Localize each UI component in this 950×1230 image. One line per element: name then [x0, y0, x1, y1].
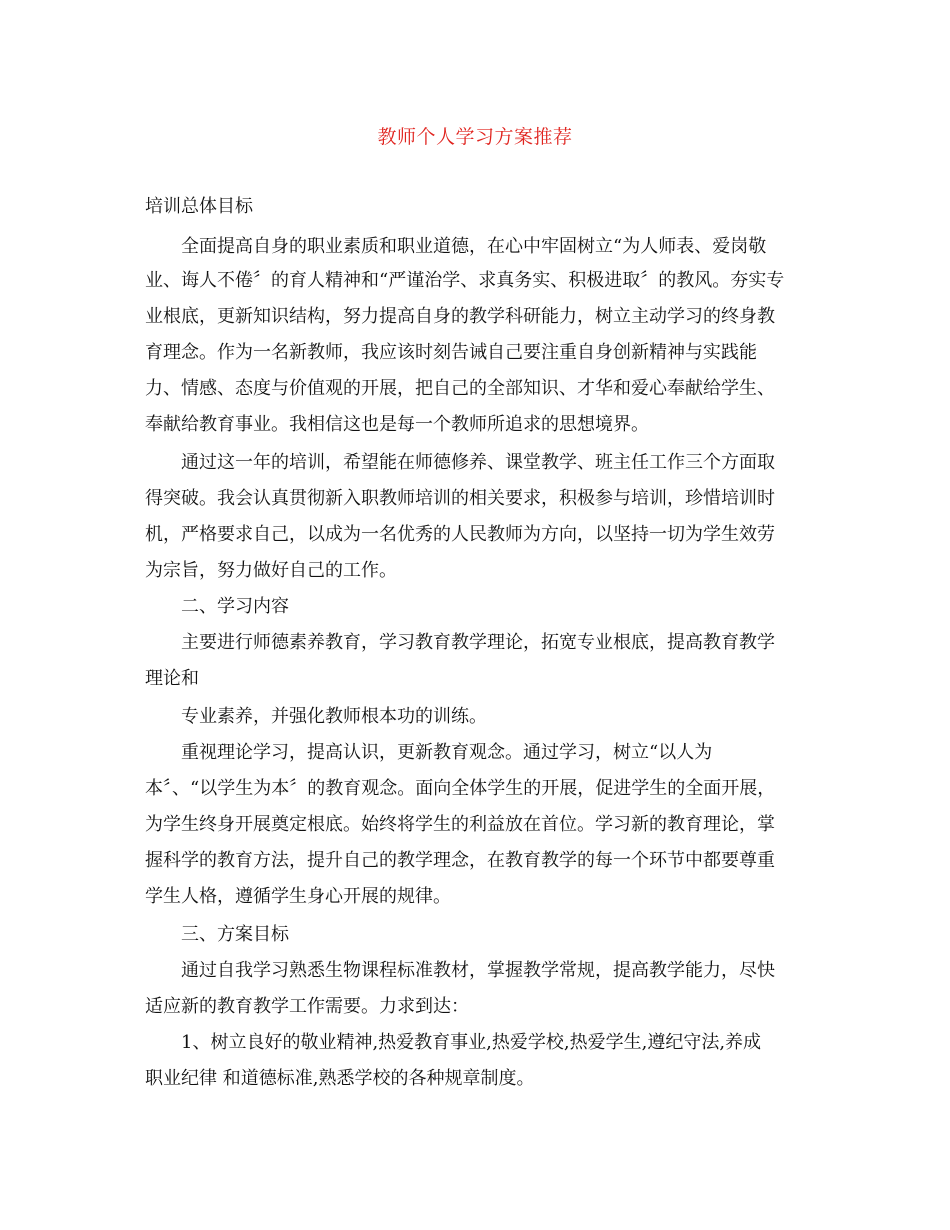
section-heading: 培训总体目标 — [145, 196, 253, 217]
paragraph-line: 得突破。我会认真贯彻新入职教师培训的相关要求，积极参与培训，珍惜培训时 — [145, 488, 775, 509]
paragraph-line: 全面提高自身的职业素质和职业道德，在心中牢固树立“为人师表、爱岗敬 — [181, 236, 767, 257]
paragraph-line: 业、诲人不倦〞的育人精神和“严谨治学、求真务实、积极进取〞的教风。夯实专 — [145, 270, 785, 291]
paragraph-line: 为学生终身开展奠定根底。始终将学生的利益放在首位。学习新的教育理论，掌 — [145, 814, 775, 835]
section-heading-plan-goals: 三、方案目标 — [181, 924, 289, 945]
paragraph-line: 力、情感、态度与价值观的开展，把自己的全部知识、才华和爱心奉献给学生、 — [145, 378, 775, 399]
paragraph-line: 奉献给教育事业。我相信这也是每一个教师所追求的思想境界。 — [145, 414, 649, 435]
paragraph-line: 育理念。作为一名新教师，我应该时刻告诫自己要注重自身创新精神与实践能 — [145, 342, 757, 363]
paragraph-line: 主要进行师德素养教育，学习教育教学理论，拓宽专业根底，提高教育教学 — [181, 632, 775, 653]
paragraph-line: 通过这一年的培训，希望能在师德修养、课堂教学、班主任工作三个方面取 — [181, 452, 775, 473]
paragraph-line: 重视理论学习，提高认识，更新教育观念。通过学习，树立“以人为 — [181, 742, 713, 763]
list-item-line: 职业纪律 和道德标准,熟悉学校的各种规章制度。 — [145, 1068, 535, 1089]
document-title: 教师个人学习方案推荐 — [377, 126, 573, 148]
paragraph-line: 业根底，更新知识结构，努力提高自身的教学科研能力，树立主动学习的终身教 — [145, 306, 775, 327]
paragraph-line: 握科学的教育方法，提升自己的教学理念，在教育教学的每一个环节中都要尊重 — [145, 850, 775, 871]
paragraph-line: 适应新的教育教学工作需要。力求到达： — [145, 996, 469, 1017]
paragraph-line: 学生人格，遵循学生身心开展的规律。 — [145, 886, 451, 907]
paragraph-line: 机，严格要求自己，以成为一名优秀的人民教师为方向，以坚持一切为学生效劳 — [145, 524, 775, 545]
paragraph-line: 本〞、“以学生为本〞的教育观念。面向全体学生的开展，促进学生的全面开展， — [145, 778, 776, 799]
paragraph-line: 为宗旨，努力做好自己的工作。 — [145, 560, 397, 581]
list-item-line: 1、树立良好的敬业精神,热爱教育事业,热爱学校,热爱学生,遵纪守法,养成 — [181, 1032, 762, 1053]
section-heading-learning-content: 二、学习内容 — [181, 596, 289, 617]
paragraph-line: 理论和 — [145, 668, 199, 689]
paragraph-line: 专业素养，并强化教师根本功的训练。 — [181, 706, 487, 727]
paragraph-line: 通过自我学习熟悉生物课程标准教材，掌握教学常规，提高教学能力，尽快 — [181, 960, 775, 981]
